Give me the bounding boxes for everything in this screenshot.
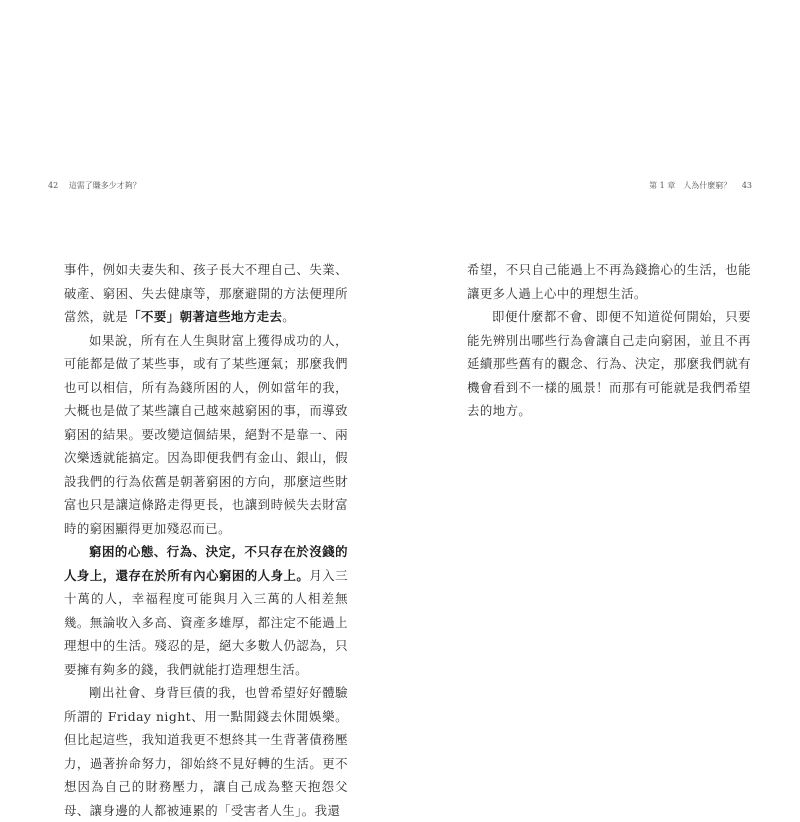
paragraph-1-text: 事件，例如夫妻失和、孩子長大不理自己、失業、破產、窮困、失去健康等，那麼避開的方法便理所當然，就是 <box>64 262 348 324</box>
paragraph-3-emphasis: 窮困的心態、行為、決定，不只存在於沒錢的人身上，還存在於所有內心窮困的人身上。 <box>64 544 348 583</box>
right-paragraph-2: 即便什麼都不會、即便不知道從何開始，只要能先辨別出哪些行為會讓自己走向窮困，並且不再延續那些舊有的觀念、行為、決定，那麼我們就有機會看到不一樣的風景！而那有可能就是我們希望去的地方。 <box>467 309 751 418</box>
paragraph-4: 剛出社會、身背巨債的我，也曾希望好好體驗所謂的 Friday night、用一點閒錢去休閒娛樂。但比起這些，我知道我更不想終其一生背著債務壓力，過著拚命努力，卻始終不見好轉的生活。更不想因為自己的財務壓力，讓自己成為整天抱怨父母、讓身邊的人都被連累的「受害者人生」。我還 <box>64 685 348 818</box>
paragraph-1-emphasis: 「不要」朝著這些地方走去 <box>128 309 283 324</box>
paragraph-1 <box>64 258 348 329</box>
left-book-title: 這需了賺多少才夠？ <box>68 181 141 190</box>
left-page-body <box>64 258 348 822</box>
left-running-header <box>40 180 141 191</box>
left-page-number: 42 <box>48 181 59 190</box>
paragraph-3-text: 月入三十萬的人，幸福程度可能與月入三萬的人相差無幾。無論收入多高、資產多雄厚，都注定不能過上理想中的生活。殘忍的是，絕大多數人仍認為，只要擁有夠多的錢，我們就能打造理想生活。 <box>64 567 348 677</box>
paragraph-2: 如果說，所有在人生與財富上獲得成功的人，可能都是做了某些事，或有了某些運氣；那麼我們也可以相信，所有為錢所困的人，例如當年的我，大概也是做了某些讓自己越來越窮困的事，而導致窮困的結果。要改變這個結果，絕對不是靠一、兩次樂透就能搞定。因為即便我們有金山、銀山，假設我們的行為依舊是朝著窮困的方向，那麼這些財富也只是讓這條路走得更長，也讓到時候失去財富時的窮困顯得更加殘忍而已。 <box>64 332 348 536</box>
paragraph-1-end: 。 <box>282 309 296 324</box>
right-chapter-title: 第 1 章 人為什麼窮？ <box>649 181 732 190</box>
right-page-body <box>467 258 751 423</box>
right-running-header <box>649 180 760 191</box>
right-paragraph-1: 希望，不只自己能過上不再為錢擔心的生活，也能讓更多人過上心中的理想生活。 <box>467 262 751 301</box>
paragraph-3 <box>64 540 348 681</box>
right-page-number: 43 <box>741 181 752 190</box>
